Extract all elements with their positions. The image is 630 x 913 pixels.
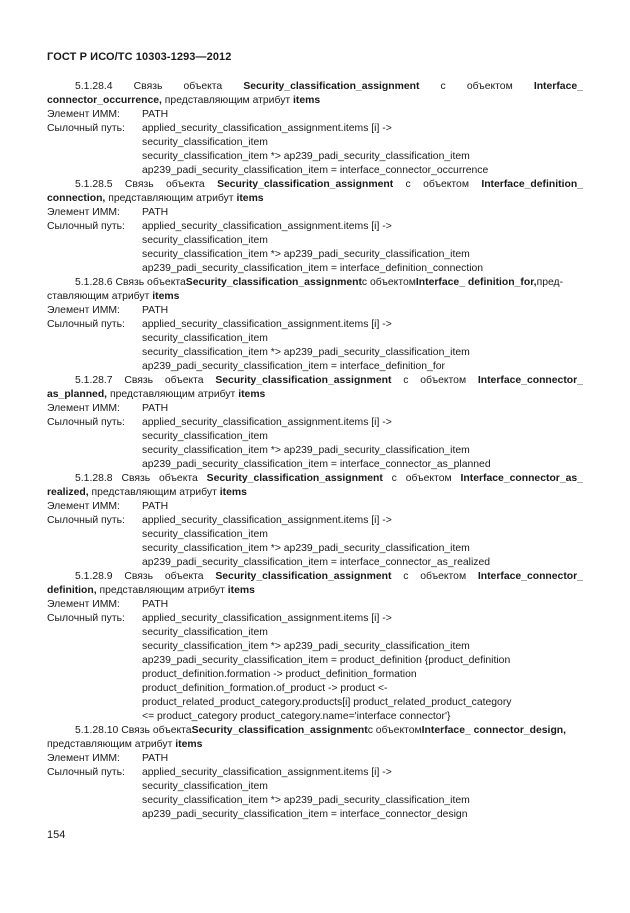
title-word: с [391, 473, 397, 484]
path-line: applied_security_classification_assignment.items [i] -> [142, 417, 392, 428]
path-row [47, 234, 583, 248]
path-row [47, 444, 583, 458]
path-line: applied_security_classification_assignment.items [i] -> [142, 613, 392, 624]
title-word: представляющим атрибут [88, 487, 220, 498]
section-3 [47, 374, 583, 472]
entity-name: connection, [47, 193, 106, 204]
element-label: Элемент ИММ: [47, 501, 120, 512]
path-row [47, 416, 583, 430]
path-row [47, 318, 583, 332]
section-title-continuation [47, 94, 583, 108]
element-label: Элемент ИММ: [47, 403, 120, 414]
title-word: с объектом [361, 277, 416, 288]
path-line: security_classification_item *> ap239_padi_security_classification_item [142, 641, 470, 652]
path-row [47, 808, 583, 822]
path-line: security_classification_item [142, 781, 268, 792]
element-row [47, 304, 583, 318]
element-value: PATH [142, 403, 169, 414]
attribute-name: items [152, 291, 180, 302]
path-row [47, 766, 583, 780]
section-title [47, 570, 583, 584]
path-row [47, 220, 583, 234]
section-title-continuation [47, 486, 583, 500]
title-word: с [440, 81, 446, 92]
title-word: с [403, 571, 409, 582]
section-title [47, 472, 583, 486]
element-label: Элемент ИММ: [47, 109, 120, 120]
title-word: объекта [164, 571, 204, 582]
path-row [47, 640, 583, 654]
path-row [47, 430, 583, 444]
path-label: Сылочный путь: [47, 515, 125, 526]
title-word: с [405, 179, 411, 190]
path-line: security_classification_item *> ap239_padi_security_classification_item [142, 151, 470, 162]
path-row [47, 262, 583, 276]
path-label: Сылочный путь: [47, 767, 125, 778]
path-row [47, 164, 583, 178]
path-row [47, 710, 583, 724]
path-line: security_classification_item [142, 137, 268, 148]
title-word: с [403, 375, 409, 386]
path-line: applied_security_classification_assignment.items [i] -> [142, 123, 392, 134]
title-word: 5.1.28.7 [75, 375, 113, 386]
path-line: ap239_padi_security_classification_item = interface_connector_occurrence [142, 165, 489, 176]
entity-name: Security_classification_assignment [243, 81, 420, 92]
path-line: security_classification_item [142, 431, 268, 442]
path-row [47, 122, 583, 136]
document-body [47, 80, 583, 822]
title-word: Связь [121, 473, 151, 484]
path-line: product_definition_formation.of_product -> product <- [142, 683, 388, 694]
entity-name: Security_classification_assignment [215, 375, 392, 386]
path-line: security_classification_item [142, 529, 268, 540]
path-row [47, 248, 583, 262]
entity-name: Interface_connector_as_ [460, 473, 583, 484]
path-line: applied_security_classification_assignment.items [i] -> [142, 319, 392, 330]
path-line: applied_security_classification_assignment.items [i] -> [142, 515, 392, 526]
section-4 [47, 472, 583, 570]
element-value: PATH [142, 305, 169, 316]
path-label: Сылочный путь: [47, 417, 125, 428]
element-row [47, 402, 583, 416]
path-row [47, 542, 583, 556]
entity-name: Interface_connector_ [477, 375, 583, 386]
element-value: PATH [142, 207, 169, 218]
section-title-continuation [47, 290, 583, 304]
path-row [47, 528, 583, 542]
path-line: ap239_padi_security_classification_item = interface_definition_for [142, 361, 445, 372]
section-title-continuation [47, 584, 583, 598]
section-title-continuation [47, 738, 583, 752]
path-line: security_classification_item [142, 627, 268, 638]
path-line: security_classification_item [142, 235, 268, 246]
title-word: Связь [124, 179, 154, 190]
path-row [47, 668, 583, 682]
element-row [47, 206, 583, 220]
element-label: Элемент ИММ: [47, 207, 120, 218]
path-line: product_definition.formation -> product_definition_formation [142, 669, 417, 680]
path-line: security_classification_item [142, 333, 268, 344]
path-row [47, 682, 583, 696]
title-word: Связь [124, 375, 154, 386]
section-title [47, 724, 583, 738]
section-1 [47, 178, 583, 276]
title-word: представляющим атрибут [47, 739, 176, 750]
path-row [47, 332, 583, 346]
path-line: applied_security_classification_assignment.items [i] -> [142, 767, 392, 778]
path-line: ap239_padi_security_classification_item = interface_definition_connection [142, 263, 484, 274]
document-header: ГОСТ Р ИСО/ТС 10303-1293—2012 [47, 51, 232, 63]
entity-name: Interface_ [533, 81, 583, 92]
title-word: объектом [466, 81, 513, 92]
title-word: объекта [159, 473, 198, 484]
entity-name: realized, [47, 487, 89, 498]
section-title [47, 80, 583, 94]
element-value: PATH [142, 753, 169, 764]
title-word: с объектом [367, 725, 422, 736]
path-row [47, 654, 583, 668]
title-word: ставляющим атрибут [47, 291, 153, 302]
title-word: Связь [133, 81, 163, 92]
path-line: applied_security_classification_assignment.items [i] -> [142, 221, 392, 232]
path-row [47, 346, 583, 360]
title-word: пред- [536, 277, 564, 288]
path-row [47, 696, 583, 710]
title-word: 5.1.28.5 [75, 179, 113, 190]
path-line: ap239_padi_security_classification_item = interface_connector_design [142, 809, 468, 820]
title-word: представляющим атрибут [161, 95, 294, 106]
attribute-name: items [238, 389, 266, 400]
element-value: PATH [142, 109, 169, 120]
entity-name: Interface_definition_ [481, 179, 583, 190]
path-line: security_classification_item *> ap239_padi_security_classification_item [142, 347, 470, 358]
entity-name: Security_classification_assignment [215, 571, 392, 582]
section-6 [47, 724, 583, 822]
path-label: Сылочный путь: [47, 123, 125, 134]
page-number: 154 [47, 829, 66, 841]
title-word: 5.1.28.8 [75, 473, 113, 484]
attribute-name: items [219, 487, 247, 498]
title-word: объектом [420, 375, 467, 386]
section-0 [47, 80, 583, 178]
path-row [47, 136, 583, 150]
section-title [47, 374, 583, 388]
title-word: представляющим атрибут [105, 193, 237, 204]
title-word: Связь [124, 571, 154, 582]
path-row [47, 360, 583, 374]
element-row [47, 752, 583, 766]
element-label: Элемент ИММ: [47, 599, 120, 610]
entity-name: Security_classification_assignment [185, 277, 362, 288]
path-line: product_related_product_category.products[i] product_related_product_category [142, 697, 512, 708]
title-word: объектом [423, 179, 469, 190]
attribute-name: items [227, 585, 255, 596]
path-line: security_classification_item *> ap239_padi_security_classification_item [142, 445, 470, 456]
path-row [47, 794, 583, 808]
path-line: ap239_padi_security_classification_item = product_definition {product_definition [142, 655, 511, 666]
path-label: Сылочный путь: [47, 319, 125, 330]
path-line: security_classification_item *> ap239_padi_security_classification_item [142, 249, 470, 260]
element-row [47, 598, 583, 612]
title-word: 5.1.28.4 [75, 81, 113, 92]
entity-name: Security_classification_assignment [206, 473, 383, 484]
path-line: security_classification_item *> ap239_padi_security_classification_item [142, 795, 470, 806]
path-row [47, 780, 583, 794]
title-word: объекта [183, 81, 223, 92]
path-label: Сылочный путь: [47, 613, 125, 624]
element-row [47, 500, 583, 514]
attribute-name: items [293, 95, 321, 106]
path-row [47, 514, 583, 528]
element-value: PATH [142, 599, 169, 610]
path-label: Сылочный путь: [47, 221, 125, 232]
title-word: 5.1.28.10 Связь объекта [75, 725, 192, 736]
path-line: <= product_category product_category.name='interface connector'} [142, 711, 451, 722]
element-row [47, 108, 583, 122]
title-word: представляющим атрибут [107, 389, 239, 400]
title-word: объекта [165, 179, 205, 190]
entity-name: Interface_ definition_for, [415, 277, 537, 288]
title-word: объектом [405, 473, 452, 484]
section-title-continuation [47, 388, 583, 402]
title-word: 5.1.28.6 Связь объекта [75, 277, 186, 288]
section-title [47, 178, 583, 192]
element-label: Элемент ИММ: [47, 753, 120, 764]
entity-name: definition, [47, 585, 97, 596]
path-line: security_classification_item *> ap239_padi_security_classification_item [142, 543, 470, 554]
section-5 [47, 570, 583, 724]
path-line: ap239_padi_security_classification_item = interface_connector_as_planned [142, 459, 491, 470]
path-row [47, 612, 583, 626]
path-row [47, 556, 583, 570]
entity-name: as_planned, [47, 389, 108, 400]
title-word: 5.1.28.9 [75, 571, 113, 582]
title-word: объектом [420, 571, 467, 582]
title-word: объекта [164, 375, 204, 386]
entity-name: connector_occurrence, [47, 95, 162, 106]
section-title [47, 276, 583, 290]
title-word: представляющим атрибут [96, 585, 228, 596]
path-row [47, 150, 583, 164]
entity-name: Security_classification_assignment [191, 725, 368, 736]
path-line: ap239_padi_security_classification_item = interface_connector_as_realized [142, 557, 491, 568]
entity-name: Security_classification_assignment [217, 179, 394, 190]
entity-name: Interface_connector_ [477, 571, 583, 582]
section-title-continuation [47, 192, 583, 206]
entity-name: Interface_ connector_design, [421, 725, 567, 736]
path-row [47, 626, 583, 640]
path-row [47, 458, 583, 472]
attribute-name: items [236, 193, 264, 204]
element-label: Элемент ИММ: [47, 305, 120, 316]
attribute-name: items [175, 739, 203, 750]
section-2 [47, 276, 583, 374]
element-value: PATH [142, 501, 169, 512]
